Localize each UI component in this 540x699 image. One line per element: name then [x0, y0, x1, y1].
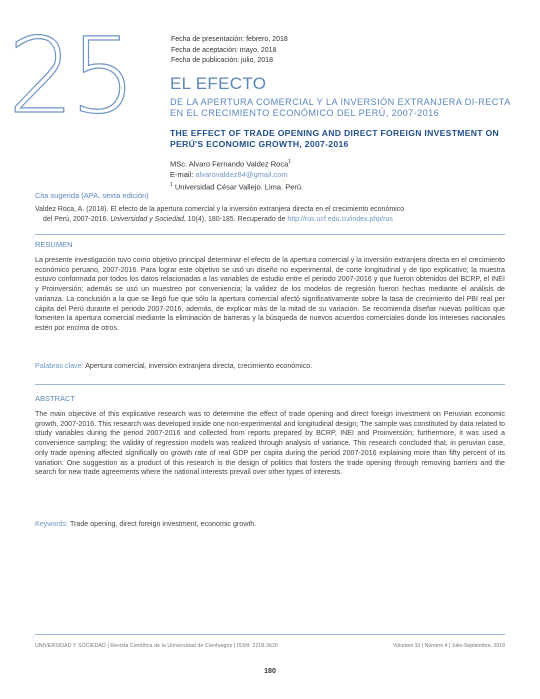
- citation-line-2: [35, 215, 505, 225]
- citation-heading: Cita sugerida (APA, sexta edición): [35, 191, 149, 200]
- keywords-spanish-label: Palabras clave:: [35, 362, 86, 370]
- citation-journal: Universidad y Sociedad: [110, 215, 184, 223]
- author-block: [170, 157, 303, 192]
- divider-top: [35, 234, 505, 235]
- title-spanish-main: EL EFECTO: [170, 74, 267, 93]
- email-label: E-mail:: [170, 169, 196, 179]
- author-name-line: [170, 157, 303, 170]
- footer-journal-info: UNIVERSIDAD Y SOCIEDAD | Revista Científica de la Universidad de Cienfuegos | ISSN: 2218-3620: [35, 643, 279, 649]
- article-number: 25: [8, 15, 133, 137]
- email-link[interactable]: alvarovaldez84@gmail.com: [195, 169, 288, 179]
- date-accepted: Fecha de aceptación: mayo, 2018: [171, 46, 277, 54]
- affiliation-sup: 1: [170, 181, 173, 188]
- author-sup: 1: [288, 159, 292, 165]
- author-affiliation: Universidad César Vallejo. Lima. Perú.: [174, 182, 304, 191]
- keywords-english: [35, 520, 505, 528]
- author-affiliation-line: [170, 180, 303, 193]
- keywords-spanish-values: Apertura comercial, inversión extranjera directa, crecimiento económico.: [85, 362, 313, 370]
- abstract-text: The main objective of this explicative research was to determine the effect of trade opening and direct foreign investment on Peruvian economic growth, 2007-2016. This research was developed inside one non-experimental and longitudinal design; The sample was constituted by data related to study variables during the period 2007-2016 and collected from reports prepared by BCRP, INEI and Proinversión; furthermore, it was used a convenience sampling; the validity of regression models was realized through analysis of variance. This research concluded that, in peruvian case, only trade opening affected significally on growth rate of real GDP per capita during the period 2007-2016 explaining more than fifty percent of its variation. One suggestion as a product of this research is the design of politics that fosters the trade opening through removing barriers and the search for new trade agreements where the national interests prevail over other types of interests.: [35, 410, 505, 477]
- citation-line-1: Valdez Roca, A. (2018). El efecto de la apertura comercial y la inversión extranjera directa en el crecimiento económico: [35, 206, 405, 213]
- divider-footer: [35, 634, 505, 635]
- citation-part2: del Perú, 2007-2016.: [43, 215, 111, 223]
- publication-dates: [171, 35, 288, 67]
- keywords-english-values: Trade opening, direct foreign investment, economic growth.: [69, 520, 257, 528]
- author-email-line: [170, 170, 303, 180]
- keywords-english-label: Keywords:: [35, 520, 70, 528]
- citation-part3: , 10(4), 180-185. Recuperado de: [183, 215, 288, 223]
- author-name: MSc. Alvaro Fernando Valdez Roca: [170, 159, 289, 169]
- keywords-spanish: [35, 362, 505, 370]
- title-english: THE EFFECT OF TRADE OPENING AND DIRECT FOREIGN INVESTMENT ON PERÚ'S ECONOMIC GROWTH, 2007-2016: [170, 128, 499, 149]
- abstract-heading: ABSTRACT: [35, 394, 76, 403]
- resumen-heading: RESUMEN: [35, 240, 73, 249]
- footer-volume-info: Volumen 10 | Número 4 | Julio-Septiembre, 2018: [393, 643, 505, 649]
- page-number: 180: [264, 668, 276, 675]
- date-published: Fecha de publicación: julio, 2018: [171, 57, 273, 64]
- citation-text: [35, 205, 505, 224]
- citation-url-link[interactable]: http://rus.ucf.edu.cu/index.php/rus: [287, 215, 393, 223]
- resumen-text: La presente investigación tuvo como objetivo principal determinar el efecto de la apertura comercial y la inversión extranjera directa en el crecimiento económico peruano, 2007-2016. Para lograr este objetivo se usó un diseño no experimental, de corte longitudinal y de tipo explicativo; la muestra estuvo conformada por todos los datos relacionadas a las variables de estudio entre el periodo 2007-2016 y que fueron obtenidos del BCRP, el INEI y Proinversión; además se usó un muestreo por conveniencia; la validez de los modelos de regresión fueron hechas mediante el análisis de varianza. La conclusión a la que se llegó fue que sólo la apertura comercial afectó significativamente sobre la tasa de crecimiento del PBI real per cápita del Perú durante el periodo 2007-2016, además, de explicar más de la mitad de su variación. Se recomienda diseñar nuevas políticas que fomenten la apertura comercial mediante la eliminación de barreras y la búsqueda de nuevos acuerdos comerciales donde los intereses nacionales estén por encima de otros.: [35, 256, 505, 332]
- date-presented: Fecha de presentación: febrero, 2018: [171, 36, 288, 43]
- title-spanish-subtitle: DE LA APERTURA COMERCIAL Y LA INVERSIÓN EXTRANJERA DI-RECTA EN EL CRECIMIENTO ECONÓMICO DEL PERÚ, 2007-2016: [170, 97, 511, 118]
- divider-middle: [35, 384, 505, 385]
